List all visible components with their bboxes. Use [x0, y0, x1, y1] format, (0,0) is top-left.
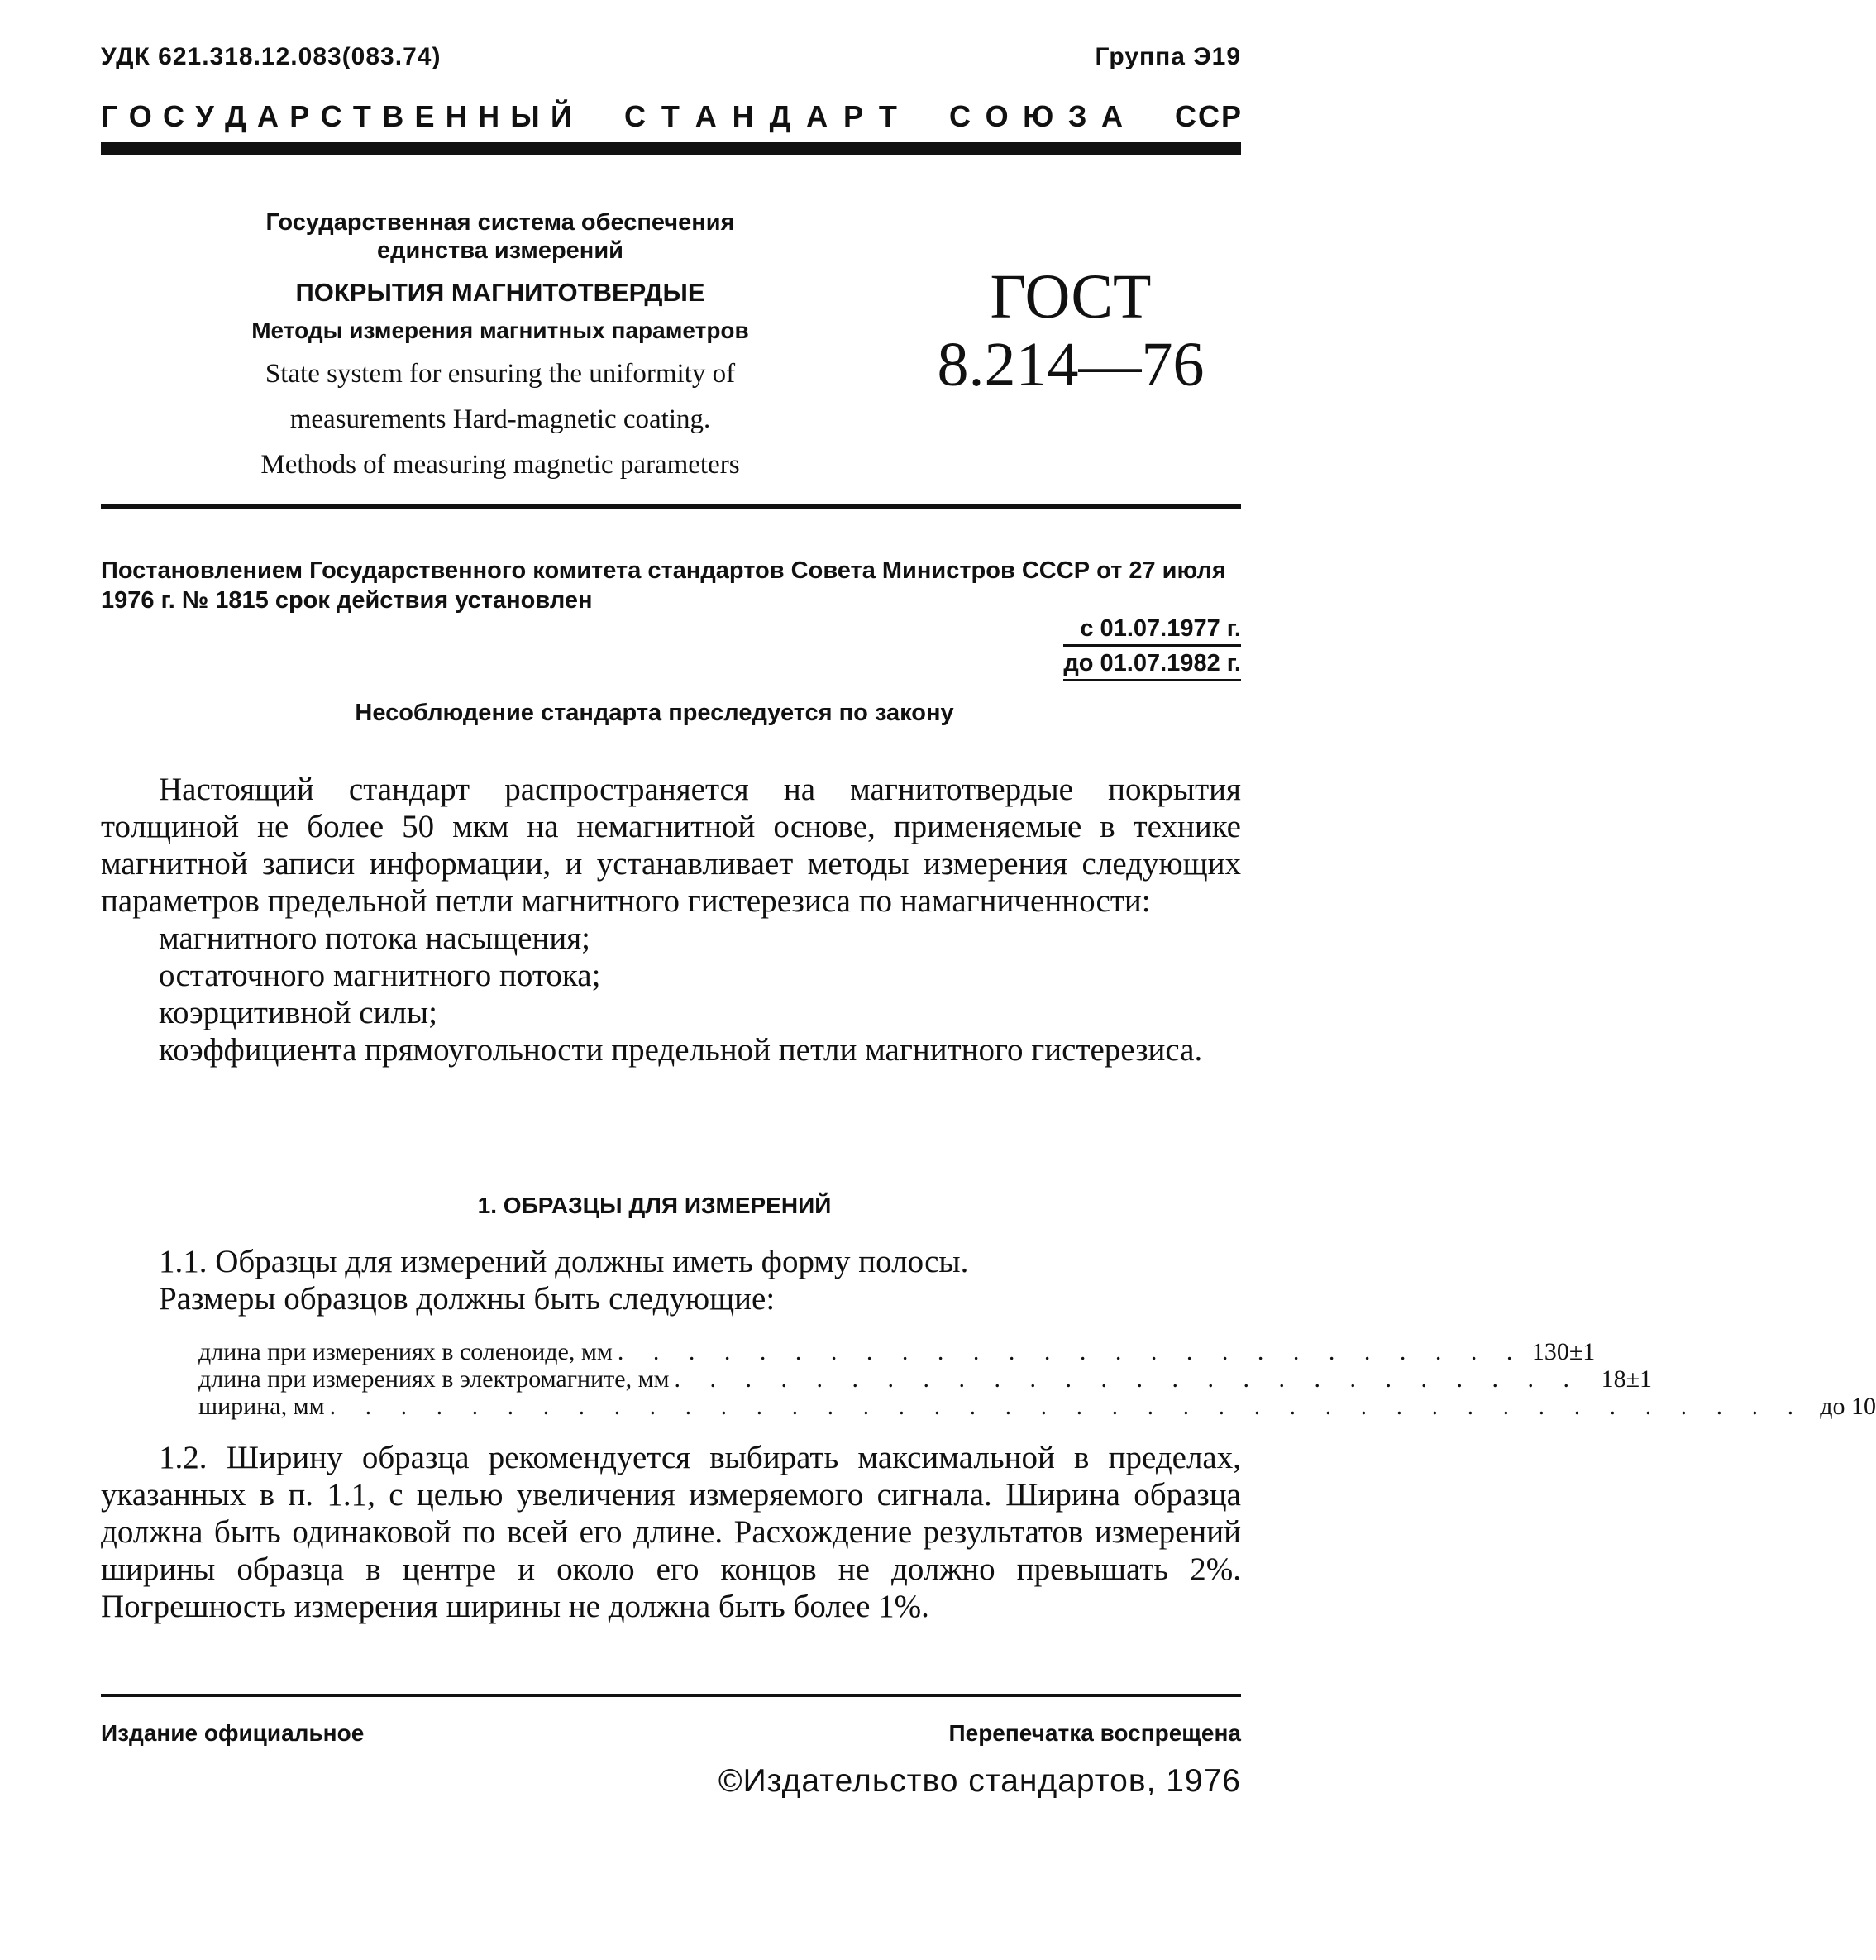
banner-letter: Т [661, 99, 680, 133]
udk-code: УДК 621.318.12.083(083.74) [101, 43, 442, 70]
english-title-line2: measurements Hard-magnetic coating. [289, 404, 711, 434]
banner-letter: Р [289, 99, 310, 133]
intro-list-item: остаточного магнитного потока; [159, 958, 601, 993]
dimensions-list [198, 1338, 1876, 1420]
banner-letter: Р [843, 99, 864, 133]
banner-letter: Й [550, 99, 572, 133]
document-main-title: ПОКРЫТИЯ МАГНИТОТВЕРДЫЕ [295, 278, 705, 307]
group-code: Группа Э19 [1095, 43, 1241, 70]
banner-letter: А [806, 99, 828, 133]
english-title-line1: State system for ensuring the uniformity of [265, 359, 736, 389]
banner-letter: Н [445, 99, 467, 133]
banner-letter: С [320, 99, 342, 133]
banner-word-standard [624, 99, 897, 134]
banner-letter: У [195, 99, 214, 133]
banner-letter: А [256, 99, 279, 133]
paragraph-1-1-line1: 1.1. Образцы для измерений должны иметь форму полосы. [159, 1244, 969, 1279]
validity-dates [1063, 612, 1241, 681]
state-standard-banner [101, 99, 1241, 134]
banner-letter: Н [732, 99, 754, 133]
footer-rule [101, 1694, 1241, 1697]
gost-designation [934, 263, 1207, 399]
gost-label: ГОСТ [990, 262, 1152, 332]
banner-letter: Е [414, 99, 435, 133]
banner-letter: Г [101, 99, 118, 133]
section-heading: 1. ОБРАЗЦЫ ДЛЯ ИЗМЕРЕНИЙ [477, 1193, 832, 1218]
decree-text: Постановлением Государственного комитета стандартов Совета Министров СССР от 27 июля 1976 г. № 1815 срок действия установлен [101, 557, 1226, 614]
dimension-value: 18±1 [1601, 1365, 1653, 1393]
banner-letter: О [128, 99, 152, 133]
banner-letter: В [382, 99, 404, 133]
reprint-prohibited: Перепечатка воспрещена [948, 1720, 1241, 1746]
dimension-row [198, 1338, 1596, 1365]
banner-letter: Р [1220, 99, 1241, 133]
banner-letter: С [624, 99, 646, 133]
intro-paragraph: Настоящий стандарт распространяется на магнитотвердые покрытия толщиной не более 50 мкм на немагнитной основе, применяемые в технике магнитной записи информации, и устанавливает методы измерения следующих параметров предельной петли магнитного гистерезиса по намагниченности: [101, 772, 1241, 919]
dimension-row [198, 1393, 1876, 1420]
banner-letter: С [1175, 99, 1196, 133]
valid-to-date: до 01.07.1982 г. [1063, 647, 1241, 681]
dimension-value: 130±1 [1531, 1338, 1596, 1365]
banner-word-ussr [1175, 99, 1241, 134]
banner-word-state [101, 99, 572, 134]
copyright: ©Издательство стандартов, 1976 [718, 1763, 1241, 1799]
banner-letter: Ы [510, 99, 540, 133]
banner-letter: А [1100, 99, 1123, 133]
paragraph-1-2: 1.2. Ширину образца рекомендуется выбирать максимальной в пределах, указанных в п. 1.1, с целью увеличения измеряемого сигнала. Ширина образца должна быть одинаковой по всей его длине. Расхождение результатов измерений ширины образца в центре и около его концов не должно превышать 2%. Погрешность измерения ширины не должна быть более 1%. [101, 1440, 1241, 1624]
header-rule [101, 142, 1241, 155]
banner-letter: Т [878, 99, 897, 133]
dimension-label: ширина, мм [198, 1393, 325, 1420]
banner-letter: А [695, 99, 717, 133]
dot-leader: . . . . . . . . . . . . . . . . . . . . . . . . . . [617, 1338, 1525, 1365]
system-title-line1: Государственная система обеспечения [265, 209, 735, 236]
system-title-line2: единства измерений [377, 237, 623, 264]
banner-letter: Т [352, 99, 371, 133]
dot-leader: . . . . . . . . . . . . . . . . . . . . . . . . . . [674, 1365, 1582, 1393]
banner-letter: О [985, 99, 1009, 133]
official-edition: Издание официальное [101, 1720, 365, 1746]
law-notice: Несоблюдение стандарта преследуется по закону [355, 700, 954, 726]
gost-number: 8.214—76 [937, 330, 1205, 399]
banner-letter: З [1067, 99, 1087, 133]
banner-word-union [949, 99, 1123, 134]
paragraph-1-1-line2: Размеры образцов должны быть следующие: [159, 1281, 776, 1317]
dimension-label: длина при измерениях в соленоиде, мм [198, 1338, 613, 1365]
banner-letter: С [1197, 99, 1220, 133]
dot-leader: . . . . . . . . . . . . . . . . . . . . . . . . . . . . . . . . . . . . . . . . . . [329, 1393, 1806, 1420]
banner-letter: С [949, 99, 971, 133]
intro-list-item: коэрцитивной силы; [159, 995, 437, 1030]
intro-list-item: магнитного потока насыщения; [159, 920, 591, 956]
introduction [101, 771, 1241, 1068]
intro-list-item: коэффициента прямоугольности предельной петли магнитного гистерезиса. [159, 1032, 1203, 1068]
document-subtitle: Методы измерения магнитных параметров [251, 318, 749, 343]
dimension-value: до 10 [1820, 1393, 1876, 1420]
title-block [190, 208, 810, 480]
banner-letter: Д [225, 99, 246, 133]
english-title-line3: Methods of measuring magnetic parameters [260, 450, 740, 480]
dimension-label: длина при измерениях в электромагните, мм [198, 1365, 670, 1393]
banner-letter: Ю [1023, 99, 1054, 133]
paragraph-1-1 [101, 1243, 1241, 1317]
title-rule [101, 504, 1241, 509]
valid-from-date: с 01.07.1977 г. [1063, 612, 1241, 647]
banner-letter: Н [478, 99, 500, 133]
banner-letter: С [163, 99, 185, 133]
banner-letter: Д [769, 99, 791, 133]
dimension-row [198, 1365, 1653, 1393]
